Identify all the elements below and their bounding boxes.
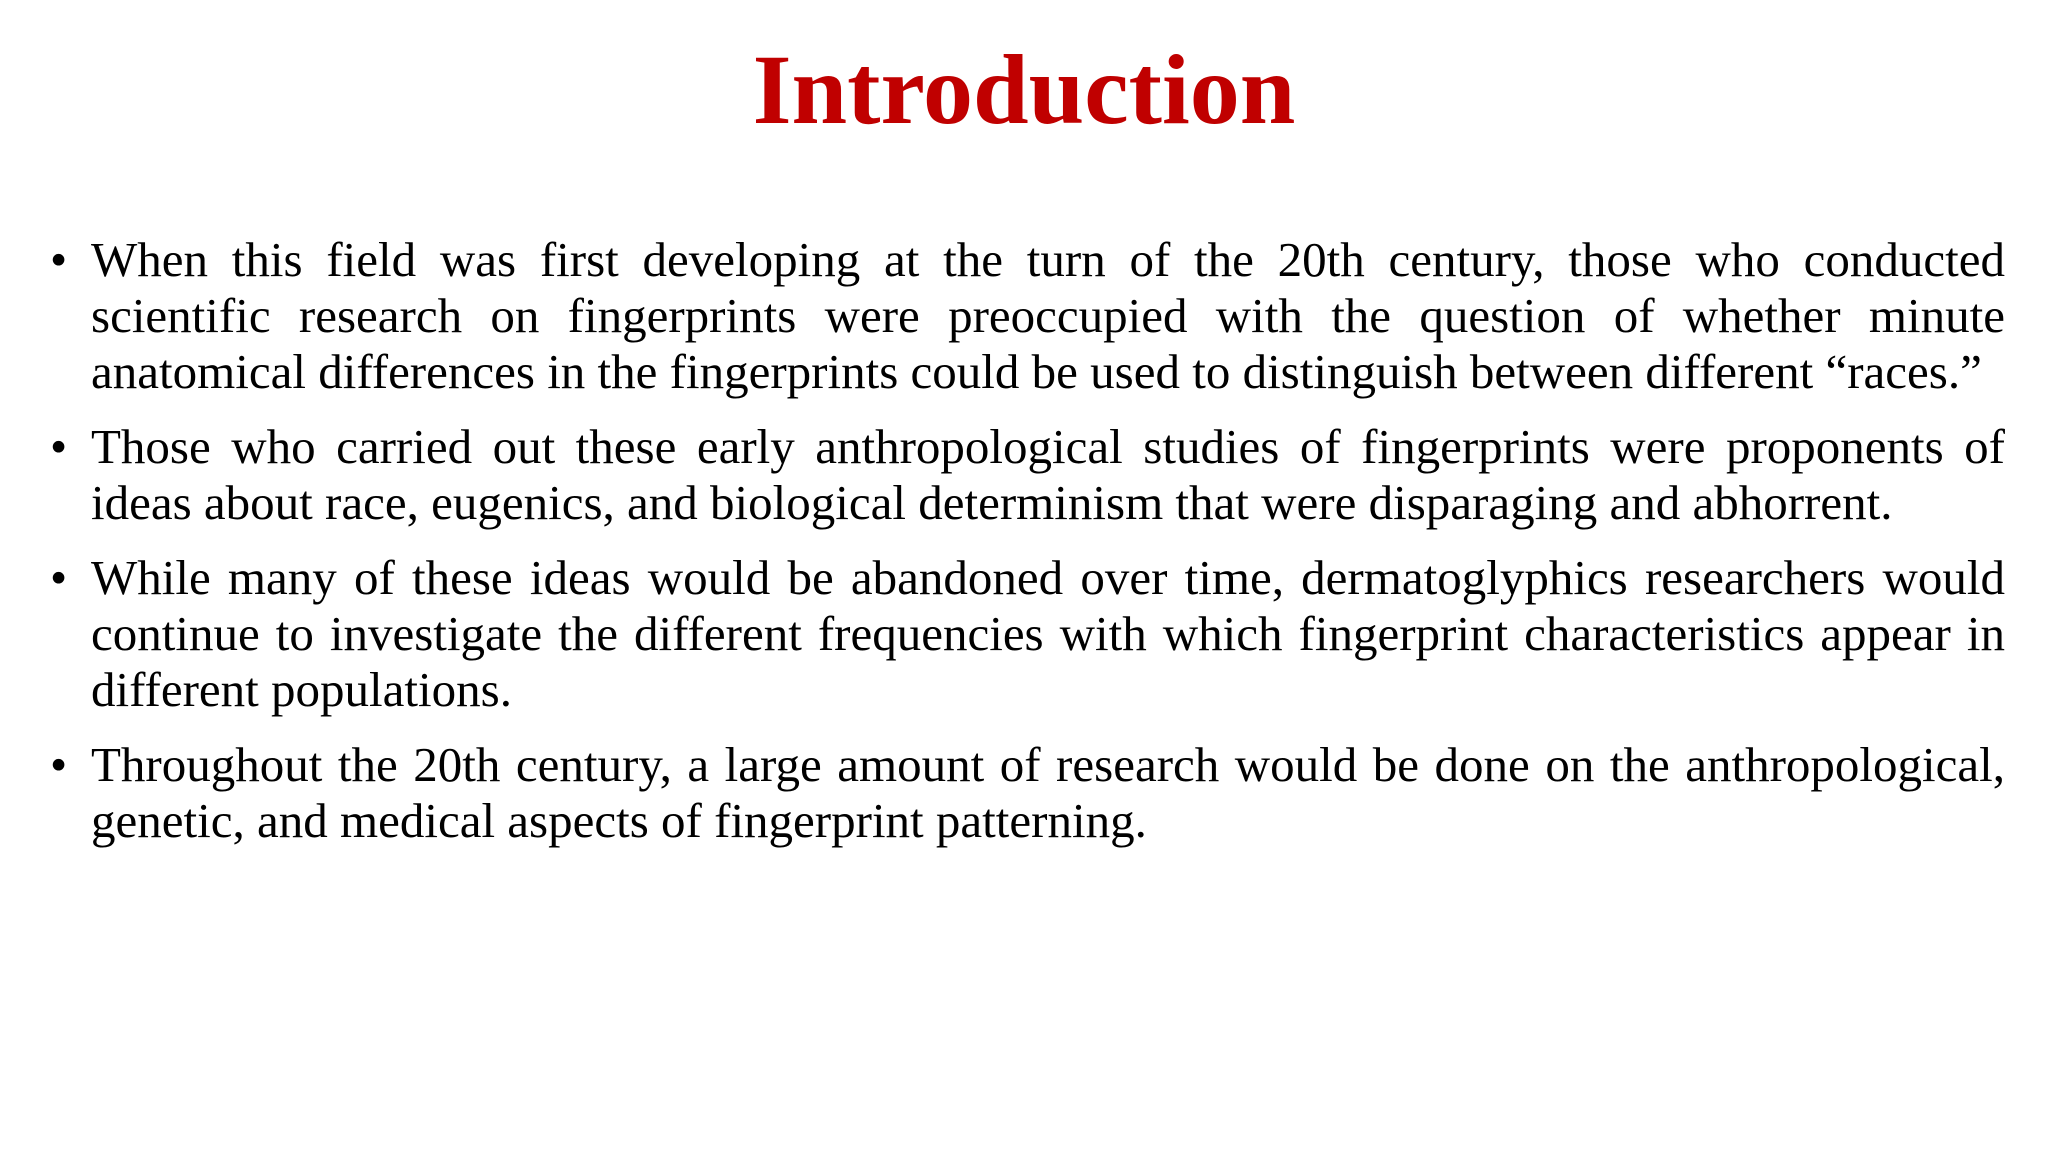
bullet-dot-icon: • bbox=[50, 232, 68, 287]
bullet-text: Throughout the 20th century, a large amount of research would be done on the anthropological, genetic, and medical aspects of fingerprint patterning. bbox=[91, 737, 2005, 848]
bullet-dot-icon: • bbox=[50, 737, 68, 792]
bullet-item bbox=[50, 419, 2005, 531]
bullet-dot-icon: • bbox=[50, 419, 68, 474]
slide-title: Introduction bbox=[752, 34, 1296, 145]
bullet-text: While many of these ideas would be abandoned over time, dermatoglyphics researchers would continue to investigate the different frequencies with which fingerprint characteristics appear in different populations. bbox=[91, 550, 2005, 717]
bullet-dot-icon: • bbox=[50, 550, 68, 605]
bullet-item bbox=[50, 550, 2005, 718]
bullet-list bbox=[50, 232, 2005, 868]
bullet-item bbox=[50, 737, 2005, 849]
bullet-item bbox=[50, 232, 2005, 400]
bullet-text: When this field was first developing at the turn of the 20th century, those who conducted scientific research on fingerprints were preoccupied with the question of whether minute anatomical differences in the fingerprints could be used to distinguish between different “races.” bbox=[91, 232, 2005, 399]
bullet-text: Those who carried out these early anthropological studies of fingerprints were proponents of ideas about race, eugenics, and biological determinism that were disparaging and abhorrent. bbox=[91, 419, 2005, 530]
